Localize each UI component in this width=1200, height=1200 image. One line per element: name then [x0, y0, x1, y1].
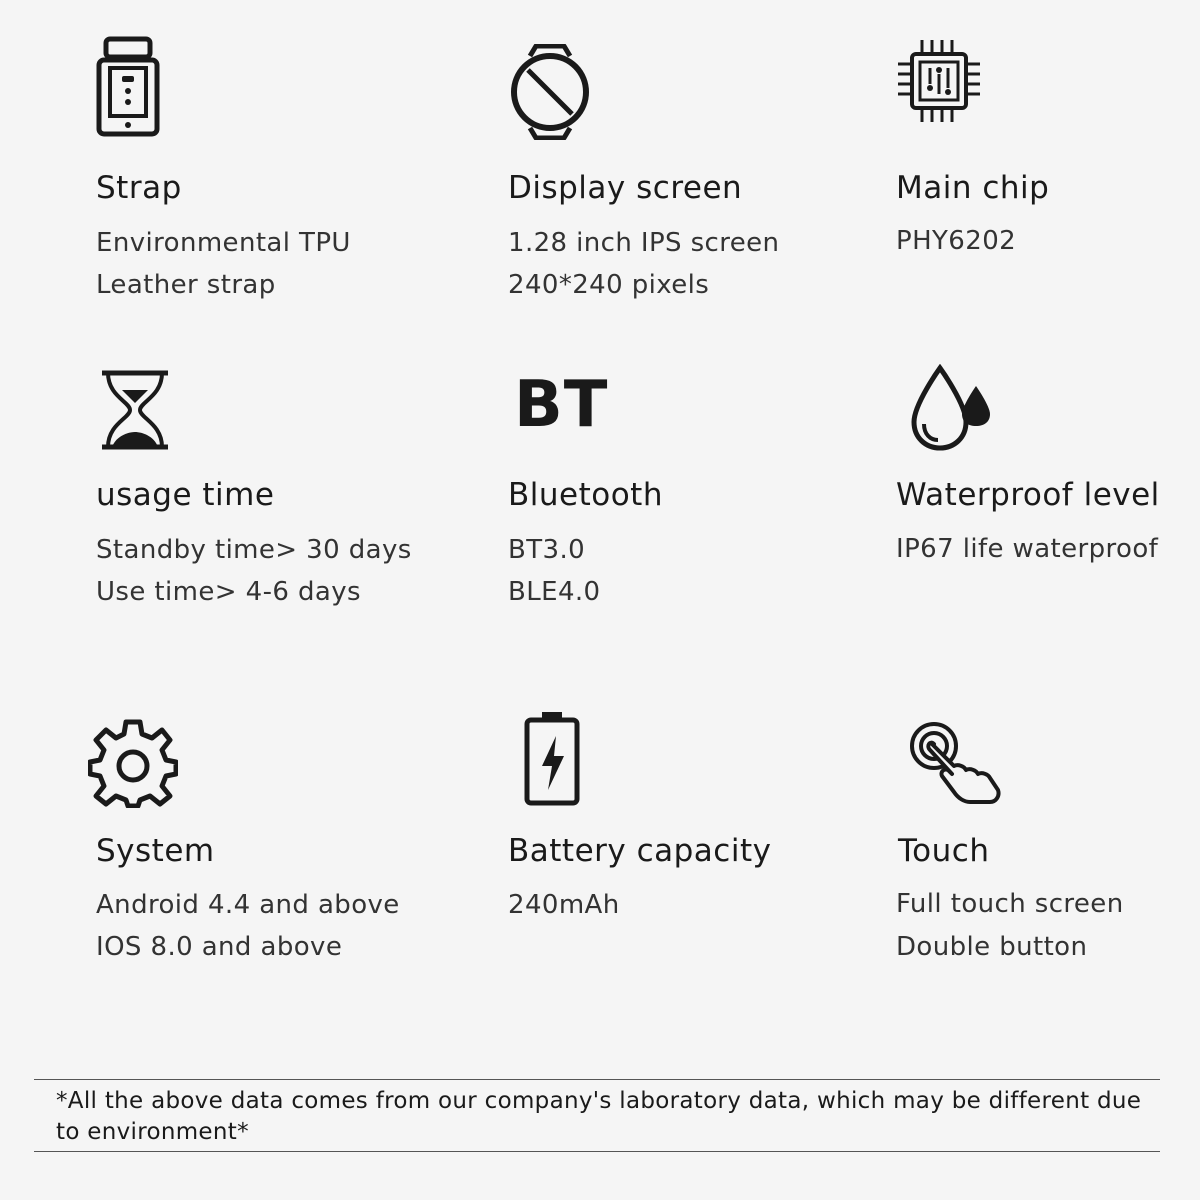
- footnote-top-divider: [34, 1079, 1160, 1080]
- watch-strap-icon: [96, 36, 160, 138]
- touch-hand-icon: [908, 720, 1008, 804]
- feature-line: 240mAh: [508, 890, 620, 920]
- bt-icon: BT: [514, 368, 609, 442]
- feature-line: BT3.0: [508, 535, 586, 565]
- feature-title-chip: Main chip: [896, 170, 1050, 206]
- chip-icon: [896, 38, 982, 124]
- feature-title-touch: Touch: [898, 833, 990, 869]
- feature-line: Environmental TPU: [96, 228, 351, 258]
- feature-line: Full touch screen: [896, 889, 1124, 919]
- feature-title-battery: Battery capacity: [508, 833, 772, 869]
- feature-line: PHY6202: [896, 226, 1017, 256]
- feature-line: Android 4.4 and above: [96, 890, 400, 920]
- feature-line: Double button: [896, 932, 1088, 962]
- feature-line: 240*240 pixels: [508, 270, 710, 300]
- hourglass-icon: [100, 370, 170, 450]
- feature-line: Use time> 4-6 days: [96, 577, 361, 607]
- feature-line: 1.28 inch IPS screen: [508, 228, 780, 258]
- feature-line: Leather strap: [96, 270, 276, 300]
- feature-title-waterproof: Waterproof level: [896, 477, 1160, 513]
- feature-title-usage: usage time: [96, 477, 275, 513]
- gear-icon: [88, 718, 178, 808]
- feature-line: IP67 life waterproof: [896, 534, 1159, 564]
- feature-line: Standby time> 30 days: [96, 535, 412, 565]
- feature-title-display: Display screen: [508, 170, 743, 206]
- feature-title-bluetooth: Bluetooth: [508, 477, 663, 513]
- watch-face-icon: [508, 44, 592, 140]
- battery-icon: [524, 710, 580, 806]
- feature-line: IOS 8.0 and above: [96, 932, 343, 962]
- water-drops-icon: [910, 364, 994, 452]
- feature-title-strap: Strap: [96, 170, 182, 206]
- feature-title-system: System: [96, 833, 215, 869]
- feature-line: BLE4.0: [508, 577, 601, 607]
- footnote-text: *All the above data comes from our company's laboratory data, which may be different due to environment*: [56, 1088, 1142, 1145]
- footnote-bottom-divider: [34, 1151, 1160, 1152]
